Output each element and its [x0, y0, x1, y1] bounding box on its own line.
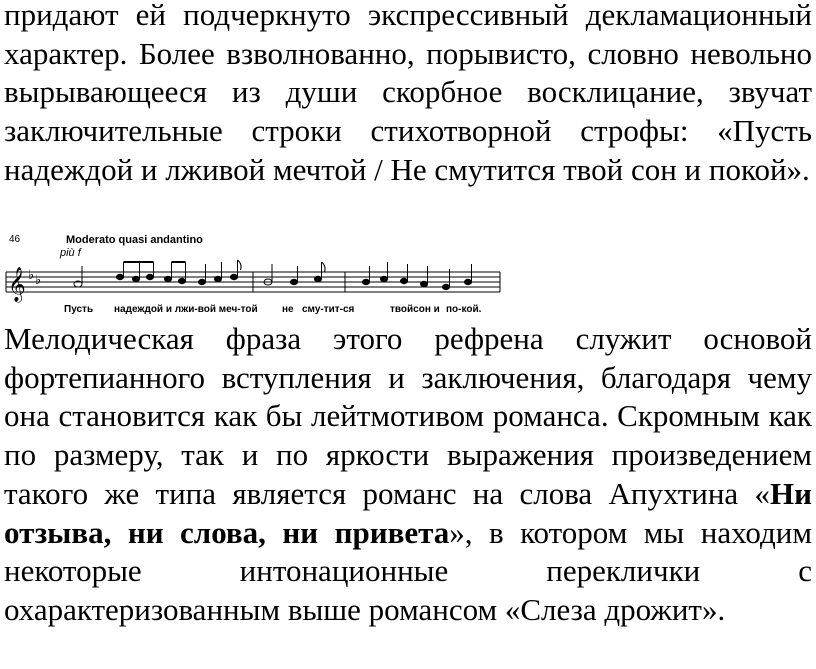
paragraph-1-text: придают ей подчеркнуто экспрессивный декламационный характер. Более взволнованно, порывисто, словно невольно вырывающееся из души скорбное восклицание, звучат заключительные строки стихотворной строфы: «Пусть надеждой и лживой мечтой / Не смутится твой сон и покой».	[4, 0, 812, 187]
lyrics	[64, 304, 482, 315]
paragraph-1	[4, 0, 812, 190]
paragraph-2-text-before: Мелодическая фраза этого рефрена служит основой фортепианного вступления и заключения, благодаря чему она становится как бы лейтмотивом романса. Скромным как по размеру, так и по яркости выражения произведением такого же типа является романс на слова Апухтина «	[4, 321, 812, 511]
key-signature-flat-icon: ♭	[28, 267, 35, 282]
lyric-syllable: по-кой.	[446, 304, 482, 315]
lyric-syllable: не	[282, 304, 294, 315]
melody-notes	[74, 260, 472, 290]
dynamic-marking: più f	[60, 247, 81, 259]
measure-number: 46	[9, 234, 21, 245]
lyric-syllable: сму-тит-ся	[302, 304, 355, 315]
tempo-marking: Moderato quasi andantino	[66, 234, 203, 246]
lyric-syllable: надеждой и лжи-вой меч-той	[114, 304, 258, 315]
music-example	[0, 226, 816, 322]
lyric-syllable: твойсон и	[390, 304, 440, 315]
paragraph-2-text-after: », в котором мы находим некоторые интонационные переклички с охарактеризованным выше романсом «Слеза дрожит».	[4, 514, 812, 627]
paragraph-2	[4, 320, 812, 630]
lyric-syllable: Пусть	[64, 304, 94, 315]
key-signature-flat-icon: ♭	[35, 272, 42, 287]
romance-title: Ни отзыва, ни слова, ни привета	[4, 475, 812, 550]
treble-clef-icon: 𝄞	[8, 268, 26, 301]
